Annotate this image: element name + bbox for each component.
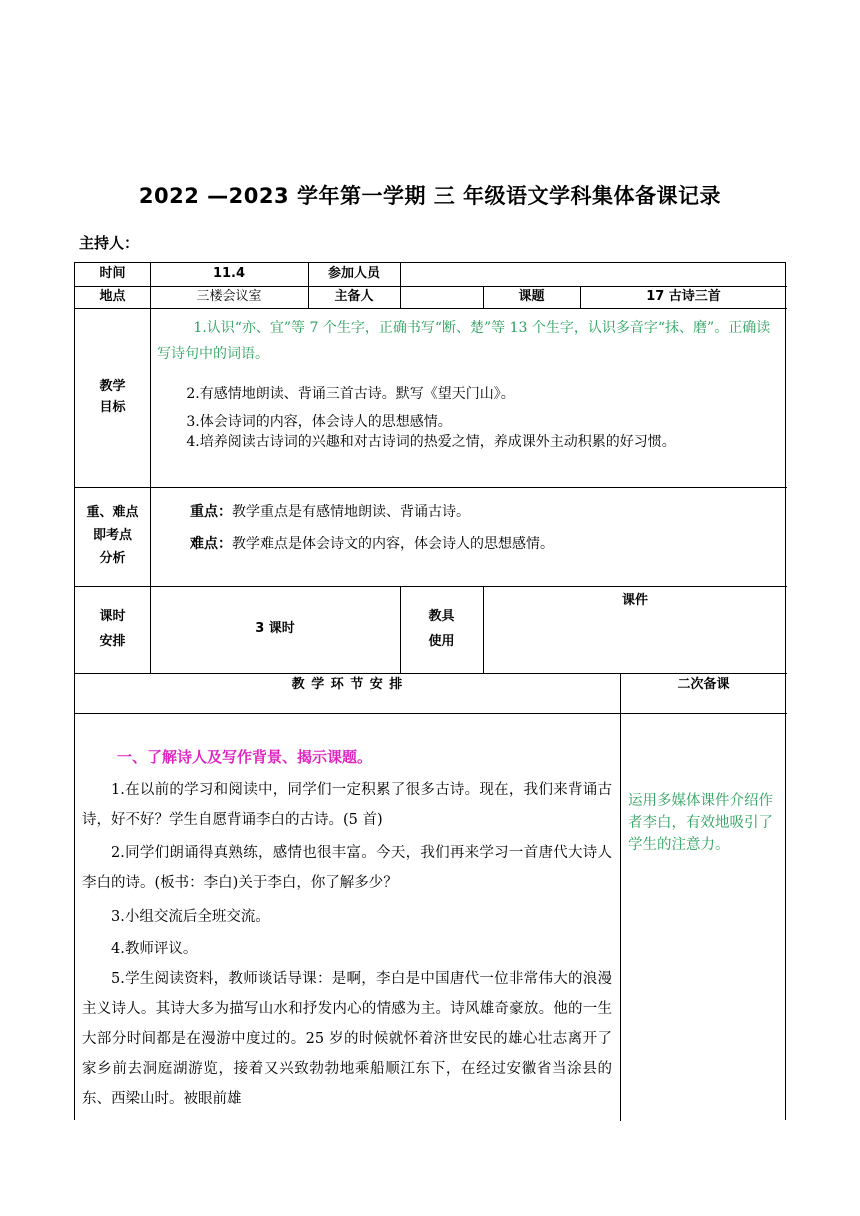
- objective-item-4: 4.培养阅读古诗词的兴趣和对古诗词的热爱之情，养成课外主动积累的好习惯。: [186, 434, 676, 450]
- schedule-value: 3 课时: [255, 621, 295, 637]
- objective-item-2: 2.有感情地朗读、背诵三首古诗。默写《望天门山》。: [186, 386, 515, 402]
- paragraph-2: 2.同学们朗诵得真熟练，感情也很丰富。今天，我们再来学习一首唐代大诗人李白的诗。(板书：李白)关于李白，你了解多少？: [82, 845, 612, 891]
- participants-label: 参加人员: [327, 266, 380, 282]
- paragraph-4: 4.教师评议。: [111, 941, 198, 957]
- host-label: 主持人：: [79, 234, 140, 252]
- objectives-label: 教学 目标: [99, 379, 126, 415]
- objective-item-3: 3.体会诗词的内容，体会诗人的思想感情。: [186, 414, 452, 430]
- second-prep-note: 运用多媒体课件介绍作者李白，有效地吸引了学生的注意力。: [628, 793, 773, 853]
- location-label: 地点: [99, 288, 126, 304]
- section-heading: 一、了解诗人及写作背景、揭示课题。: [117, 748, 373, 766]
- objective-item-1: 1.认识“亦、宜”等 7 个生字，正确书写“断、楚”等 13 个生字，认识多音字“抹、磨”。正确读写诗句中的词语。: [157, 320, 771, 362]
- paragraph-3: 3.小组交流后全班交流。: [111, 909, 270, 925]
- second-prep-header: 二次备课: [677, 676, 730, 692]
- tools-value: 课件: [621, 592, 648, 608]
- key-points-label: 重、难点 即考点 分析: [86, 505, 139, 566]
- schedule-label: 课时 安排: [99, 608, 126, 649]
- topic-value: 17 古诗三首: [646, 288, 721, 304]
- paragraph-1: 1.在以前的学习和阅读中，同学们一定积累了很多古诗。现在，我们来背诵古诗，好不好？学生自愿背诵李白的古诗。(5 首): [82, 782, 612, 828]
- tools-label: 教具 使用: [428, 608, 455, 649]
- difficulty-point: 难点：教学难点是体会诗文的内容，体会诗人的思想感情。: [190, 536, 554, 552]
- focus-point: 重点：教学重点是有感情地朗读、背诵古诗。: [190, 504, 470, 520]
- participants-value: [400, 263, 787, 286]
- time-label: 时间: [99, 266, 126, 282]
- lead-label: 主备人: [334, 288, 374, 304]
- time-value: 11.4: [212, 266, 246, 282]
- page-title: 2022 —2023 学年第一学期 三 年级语文学科集体备课记录: [138, 184, 722, 208]
- topic-label: 课题: [518, 288, 545, 304]
- lead-value: [400, 286, 483, 308]
- location-value: 三楼会议室: [196, 288, 262, 304]
- paragraph-5: 5.学生阅读资料，教师谈话导课：是啊，李白是中国唐代一位非常伟大的浪漫主义诗人。其诗大多为描写山水和抒发内心的情感为主。诗风雄奇豪放。他的一生大部分时间都是在漫游中度过的。25 岁的时候就怀着济世安民的雄心壮志离开了家乡前去洞庭湖游览，接着又兴致勃勃地乘船顺江东下，在经过安徽省当涂县的东、西梁山时。被眼前雄: [82, 971, 612, 1107]
- teaching-steps-header: 教 学 环 节 安 排: [291, 676, 404, 692]
